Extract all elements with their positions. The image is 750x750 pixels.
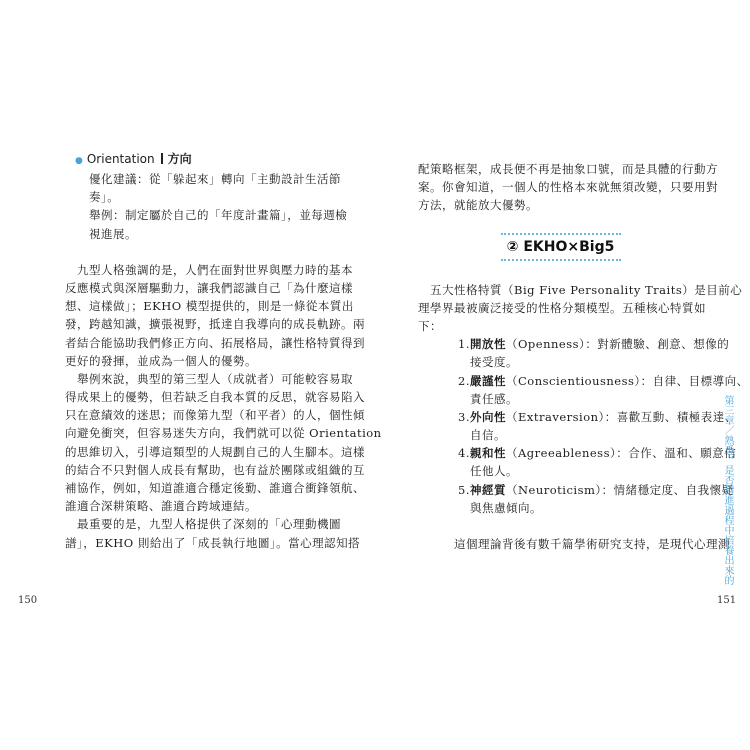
divider-bar xyxy=(161,153,163,164)
text-line: 想、這樣做」；EKHO 模型提供的，則是一條從本質出 xyxy=(65,299,354,314)
text-line: 反應模式與深層驅動力，讓我們認識自己「為什麼這樣 xyxy=(65,280,353,295)
trait-name: 外向性 xyxy=(469,409,506,424)
text-line: 補協作，例如，知道誰適合穩定後勤、誰適合衝鋒領航、 xyxy=(65,481,365,495)
section-label-zh: 方向 xyxy=(167,152,192,166)
subheading: ② EKHO×Big5 xyxy=(501,233,621,261)
text-line: 九型人格強調的是，人們在面對世界與壓力時的基本 xyxy=(77,262,353,277)
bullet-block xyxy=(65,170,348,243)
trait-number: 3. xyxy=(458,409,470,424)
trait-desc: （Conscientiousness）：自律、目標導向、 xyxy=(505,373,749,388)
bullet-line: 優化建議：從「躲起來」轉向「主動設計生活節 xyxy=(89,172,341,186)
list-item xyxy=(418,408,737,444)
trait-desc-cont: 任他人。 xyxy=(470,464,518,479)
trait-name: 親和性 xyxy=(469,446,506,461)
page-number-right: 151 xyxy=(717,595,737,606)
text-line: 配策略框架，成長便不再是抽象口號，而是具體的行動方 xyxy=(418,162,718,176)
intro-paragraph xyxy=(418,160,718,215)
trait-number: 5. xyxy=(458,482,470,497)
closing-line: 這個理論背後有數千篇學術研究支持，是現代心理測 xyxy=(454,537,730,551)
text-line: 只在意績效的迷思；而像第九型（和平者）的人，個性傾 xyxy=(65,408,365,423)
chapter-side-tab: 第三章／熟悉，是否精進過程中培養出來的 xyxy=(722,395,733,585)
text-line: 五大性格特質（Big Five Personality Traits）是目前心 xyxy=(430,282,743,297)
paragraph xyxy=(65,261,365,370)
text-line: 方法，就能放大優勢。 xyxy=(418,198,538,213)
bullet-dot-icon: ● xyxy=(75,156,83,166)
list-item xyxy=(418,335,730,371)
bullet-line: 奏」。 xyxy=(89,190,120,205)
trait-number: 2. xyxy=(458,373,470,388)
trait-name: 開放性 xyxy=(469,337,506,352)
trait-desc-cont: 接受度。 xyxy=(470,355,518,370)
text-line: 理學界最被廣泛接受的性格分類模型。五種核心特質如 xyxy=(418,300,706,315)
text-line: 下： xyxy=(418,318,442,333)
list-item xyxy=(418,444,737,480)
section-heading xyxy=(75,150,333,168)
list-item xyxy=(418,481,734,517)
text-line: 舉例來說，典型的第三型人（成就者）可能較容易取 xyxy=(77,371,353,386)
trait-desc: （Extraversion）：喜歡互動、積極表達、 xyxy=(505,409,737,424)
trait-desc-cont: 責任感。 xyxy=(470,391,518,406)
text-line: 發，跨越知識，擴張視野，抵達自我導向的成長軌跡。兩 xyxy=(65,317,365,332)
trait-desc: （Openness）：對新體驗、創意、想像的 xyxy=(505,337,730,352)
bullet-line: 視進展。 xyxy=(89,226,137,241)
text-line: 者結合能協助我們修正方向、拓展格局，讓性格特質得到 xyxy=(65,335,365,350)
text-line: 最重要的是，九型人格提供了深刻的「心理動機圖 xyxy=(77,517,341,532)
text-line: 譜」，EKHO 則給出了「成長執行地圖」。當心理認知搭 xyxy=(65,535,361,550)
trait-number: 4. xyxy=(458,446,470,461)
list-item xyxy=(418,372,749,408)
trait-desc-cont: 與焦慮傾向。 xyxy=(470,500,542,515)
text-line: 更好的發揮，並成為一個人的優勢。 xyxy=(65,353,257,368)
paragraph xyxy=(65,515,361,551)
trait-desc: （Agreeableness）：合作、溫和、願意信 xyxy=(505,446,737,461)
trait-desc: （Neuroticism）：情緒穩定度、自我懷疑 xyxy=(505,482,734,497)
paragraph xyxy=(65,370,382,516)
text-line: 得成果上的優勢，但若缺乏自我本質的反思，就容易陷入 xyxy=(65,390,365,405)
trait-number: 1. xyxy=(458,337,470,352)
bullet-line: 舉例：制定屬於自己的「年度計畫篇」，並每週檢 xyxy=(89,208,348,223)
trait-desc-cont: 自信。 xyxy=(470,428,506,443)
body-paragraph xyxy=(418,281,743,336)
left-page xyxy=(65,150,382,552)
section-label-en: Orientation xyxy=(86,152,155,166)
text-line: 誰適合深耕策略、誰適合跨域連結。 xyxy=(65,499,257,514)
text-line: 的思維切入，引導這類型的人規劃自己的人生腳本。這樣 xyxy=(65,444,365,459)
page-number-left: 150 xyxy=(18,595,38,606)
trait-name: 神經質 xyxy=(469,482,506,497)
text-line: 向避免衝突，但容易迷失方向，我們就可以從 Orientation xyxy=(65,426,382,441)
trait-name: 嚴謹性 xyxy=(469,373,506,388)
text-line: 案。你會知道，一個人的性格本來就無須改變，只要用對 xyxy=(418,180,718,195)
text-line: 的結合不只對個人成長有幫助，也有益於團隊或組織的互 xyxy=(65,462,365,477)
